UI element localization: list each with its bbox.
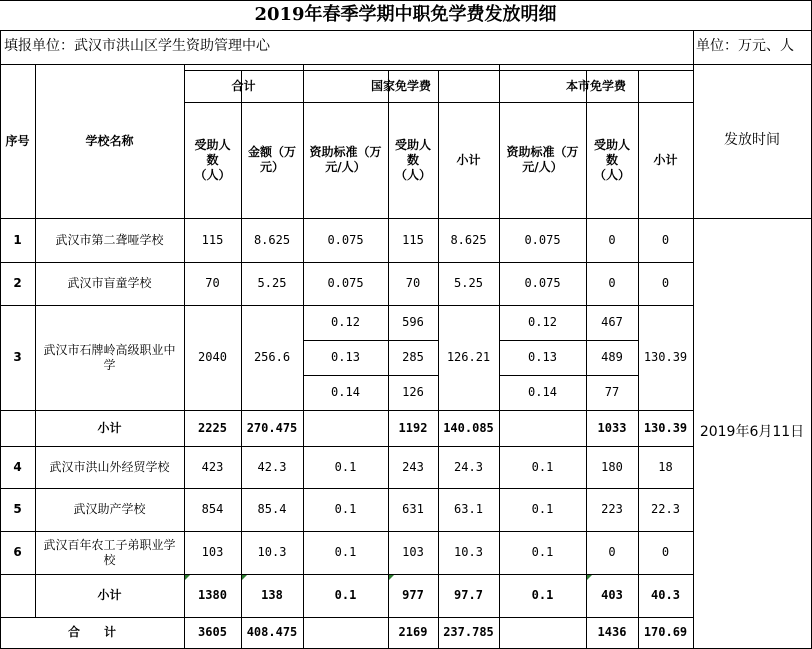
row-total-amount: 10.3 bbox=[257, 545, 287, 559]
row-national-count: 596 bbox=[402, 315, 424, 329]
row-total-count: 2040 bbox=[198, 350, 227, 364]
row-city-subtotal: 130.39 bbox=[643, 350, 688, 364]
row-total-amount: 270.475 bbox=[246, 420, 298, 435]
row-city-count: 0 bbox=[608, 276, 616, 290]
row-city-count: 0 bbox=[608, 545, 616, 559]
row-city-count: 1033 bbox=[597, 420, 627, 435]
row-national-subtotal: 237.785 bbox=[443, 625, 494, 639]
row-total-count: 115 bbox=[201, 232, 224, 247]
row-school-name: 武汉市洪山外经贸学校 bbox=[49, 459, 170, 474]
grid-line bbox=[586, 340, 639, 341]
row-total-amount: 408.475 bbox=[246, 625, 298, 639]
row-city-standard: 0.075 bbox=[524, 232, 561, 247]
row-seq: 5 bbox=[13, 502, 22, 516]
row-city-subtotal: 0 bbox=[661, 545, 670, 559]
row-national-count: 2169 bbox=[398, 625, 428, 639]
row-national-count: 1192 bbox=[398, 420, 428, 435]
row-city-subtotal: 22.3 bbox=[651, 502, 680, 516]
row-total-amount: 42.3 bbox=[257, 459, 287, 474]
row-city-standard: 0.075 bbox=[524, 276, 561, 290]
header-total-count: 受助人数（人） bbox=[194, 137, 231, 182]
row-total-count: 423 bbox=[201, 459, 224, 474]
row-city-count: 0 bbox=[608, 232, 616, 247]
row-seq: 4 bbox=[13, 459, 22, 474]
row-city-count: 77 bbox=[604, 385, 620, 399]
cell-comment-indicator-icon bbox=[389, 575, 394, 580]
header-seq: 序号 bbox=[5, 133, 30, 148]
header-national-count: 受助人数（人） bbox=[395, 137, 432, 182]
cell-comment-indicator-icon bbox=[242, 575, 247, 580]
header-national-subtotal: 小计 bbox=[456, 152, 481, 167]
row-city-standard: 0.1 bbox=[531, 459, 554, 474]
row-city-count: 180 bbox=[601, 459, 623, 474]
row-school-name: 武汉百年农工子弟职业学校 bbox=[43, 537, 176, 567]
grid-line bbox=[388, 375, 439, 376]
row-national-count: 631 bbox=[402, 502, 424, 516]
row-seq: 6 bbox=[13, 545, 22, 559]
row-national-standard: 0.14 bbox=[331, 385, 360, 399]
row-national-standard bbox=[303, 617, 388, 648]
row-total-amount: 138 bbox=[261, 588, 283, 602]
unit-label: 单位：万元、人 bbox=[696, 38, 794, 55]
row-seq: 2 bbox=[13, 276, 22, 290]
row-national-standard: 0.075 bbox=[327, 232, 364, 247]
row-city-count: 1436 bbox=[597, 625, 627, 639]
header-school-name: 学校名称 bbox=[85, 133, 134, 148]
row-city-standard: 0.1 bbox=[531, 588, 554, 602]
grid-line bbox=[388, 340, 439, 341]
row-national-subtotal: 24.3 bbox=[454, 459, 483, 474]
row-national-subtotal: 10.3 bbox=[454, 545, 483, 559]
row-city-standard bbox=[499, 617, 586, 648]
row-total-count: 1380 bbox=[198, 588, 227, 602]
row-city-standard: 0.1 bbox=[531, 545, 554, 559]
row-city-count: 223 bbox=[601, 502, 623, 516]
row-national-standard: 0.1 bbox=[334, 545, 357, 559]
row-national-count: 115 bbox=[402, 232, 424, 247]
row-national-subtotal: 140.085 bbox=[443, 420, 494, 435]
row-national-standard: 0.1 bbox=[334, 588, 357, 602]
row-city-count: 489 bbox=[601, 350, 623, 364]
row-school-name: 武汉市第二聋哑学校 bbox=[55, 232, 164, 247]
row-national-standard: 0.075 bbox=[327, 276, 364, 290]
header-national-group: 国家免学费 bbox=[370, 78, 431, 93]
header-city-standard: 资助标准（万元/人） bbox=[506, 145, 579, 174]
row-total-amount: 256.6 bbox=[253, 350, 291, 364]
row-national-count: 285 bbox=[402, 350, 424, 364]
row-national-standard: 0.12 bbox=[331, 315, 360, 329]
row-city-subtotal: 40.3 bbox=[651, 588, 680, 602]
row-total-count: 70 bbox=[205, 276, 220, 290]
row-national-subtotal: 126.21 bbox=[446, 350, 491, 364]
row-city-standard: 0.12 bbox=[528, 315, 557, 329]
row-national-standard: 0.1 bbox=[334, 459, 357, 474]
row-national-count: 126 bbox=[402, 385, 424, 399]
header-total-amount: 金额（万元） bbox=[247, 145, 296, 174]
row-total-count: 3605 bbox=[198, 625, 227, 639]
row-national-subtotal: 5.25 bbox=[454, 276, 483, 290]
row-school-name: 武汉助产学校 bbox=[73, 502, 146, 516]
row-city-subtotal: 0 bbox=[661, 232, 670, 247]
row-national-count: 103 bbox=[402, 545, 424, 559]
row-city-subtotal: 18 bbox=[658, 459, 673, 474]
row-seq: 3 bbox=[13, 350, 22, 364]
row-total-amount: 5.25 bbox=[257, 276, 287, 290]
row-national-standard: 0.13 bbox=[331, 350, 360, 364]
row-school-name: 武汉市盲童学校 bbox=[67, 276, 152, 290]
header-city-count: 受助人数（人） bbox=[594, 137, 631, 182]
row-city-standard: 0.1 bbox=[531, 502, 554, 516]
row-city-standard: 0.14 bbox=[528, 385, 557, 399]
row-total-amount: 85.4 bbox=[257, 502, 287, 516]
cell-comment-indicator-icon bbox=[185, 575, 190, 580]
row-city-subtotal: 170.69 bbox=[643, 625, 688, 639]
row-national-count: 243 bbox=[402, 459, 424, 474]
row-national-standard: 0.1 bbox=[334, 502, 357, 516]
header-release-time: 发放时间 bbox=[724, 132, 780, 149]
row-subtotal-label: 小计 bbox=[97, 420, 122, 435]
row-subtotal-label: 合 计 bbox=[67, 625, 116, 639]
header-total-group: 合计 bbox=[231, 78, 256, 93]
row-national-count: 70 bbox=[405, 276, 421, 290]
grid-line bbox=[586, 375, 639, 376]
row-city-standard: 0.13 bbox=[528, 350, 557, 364]
row-total-count: 2225 bbox=[198, 420, 227, 435]
header-city-subtotal: 小计 bbox=[653, 152, 678, 167]
row-national-subtotal: 63.1 bbox=[454, 502, 483, 516]
page-title: 2019年春季学期中职免学费发放明细 bbox=[254, 3, 557, 25]
row-city-standard bbox=[499, 410, 586, 446]
cell-comment-indicator-icon bbox=[587, 575, 592, 580]
header-city-group: 本市免学费 bbox=[565, 78, 626, 93]
row-seq: 1 bbox=[13, 232, 22, 247]
row-school-name: 武汉市石牌岭高级职业中学 bbox=[43, 342, 176, 372]
row-city-subtotal: 0 bbox=[661, 276, 670, 290]
row-total-count: 103 bbox=[201, 545, 224, 559]
row-total-amount: 8.625 bbox=[253, 232, 291, 247]
release-date: 2019年6月11日 bbox=[699, 424, 805, 441]
row-total-count: 854 bbox=[201, 502, 224, 516]
header-national-standard: 资助标准（万元/人） bbox=[309, 145, 382, 174]
row-subtotal-label: 小计 bbox=[97, 588, 122, 602]
row-city-subtotal: 130.39 bbox=[643, 420, 688, 435]
row-national-subtotal: 8.625 bbox=[450, 232, 487, 247]
reporting-unit-label: 填报单位：武汉市洪山区学生资助管理中心 bbox=[4, 38, 270, 55]
row-city-count: 403 bbox=[601, 588, 623, 602]
row-national-standard bbox=[303, 410, 388, 446]
row-national-subtotal: 97.7 bbox=[454, 588, 483, 602]
row-city-count: 467 bbox=[601, 315, 623, 329]
row-national-count: 977 bbox=[402, 588, 424, 602]
